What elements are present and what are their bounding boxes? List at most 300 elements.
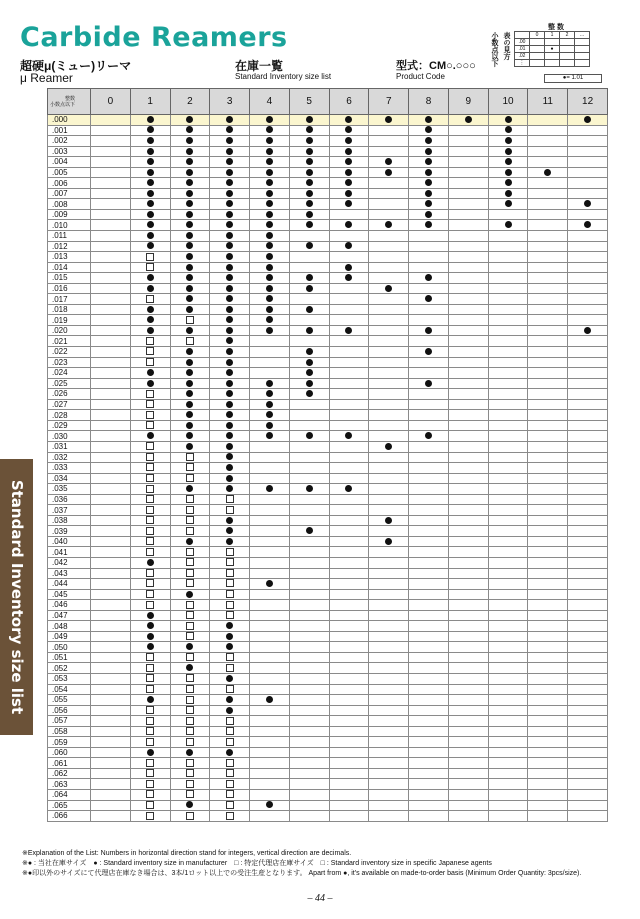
table-cell xyxy=(170,505,210,516)
table-cell xyxy=(170,399,210,410)
stock-agent-mark xyxy=(146,263,154,271)
table-cell xyxy=(409,325,449,336)
table-cell xyxy=(91,705,131,716)
table-cell xyxy=(210,368,250,379)
table-cell xyxy=(91,441,131,452)
stock-manufacturer-mark xyxy=(186,401,193,408)
table-cell xyxy=(488,252,528,263)
table-cell xyxy=(568,515,608,526)
table-cell xyxy=(528,452,568,463)
stock-manufacturer-mark xyxy=(147,126,154,133)
table-cell xyxy=(210,294,250,305)
stock-manufacturer-mark xyxy=(186,359,193,366)
stock-agent-mark xyxy=(146,601,154,609)
table-cell xyxy=(488,431,528,442)
table-cell xyxy=(568,663,608,674)
table-cell xyxy=(568,600,608,611)
table-row xyxy=(48,695,608,706)
table-cell xyxy=(409,768,449,779)
table-cell xyxy=(528,167,568,178)
row-label: .050 xyxy=(48,642,91,653)
table-cell xyxy=(409,473,449,484)
table-cell xyxy=(170,768,210,779)
table-cell xyxy=(289,188,329,199)
table-cell xyxy=(170,431,210,442)
table-cell xyxy=(91,758,131,769)
stock-manufacturer-mark xyxy=(226,179,233,186)
table-row xyxy=(48,220,608,231)
stock-manufacturer-mark xyxy=(425,211,432,218)
stock-manufacturer-mark xyxy=(186,169,193,176)
table-cell xyxy=(488,600,528,611)
row-label: .014 xyxy=(48,262,91,273)
table-cell xyxy=(448,463,488,474)
table-cell xyxy=(289,695,329,706)
table-cell xyxy=(210,768,250,779)
table-row xyxy=(48,241,608,252)
table-row xyxy=(48,146,608,157)
stock-manufacturer-mark xyxy=(186,591,193,598)
table-cell xyxy=(210,157,250,168)
table-cell xyxy=(329,283,369,294)
table-cell xyxy=(170,610,210,621)
stock-manufacturer-mark xyxy=(186,179,193,186)
table-cell xyxy=(448,568,488,579)
stock-manufacturer-mark xyxy=(345,327,352,334)
stock-agent-mark xyxy=(186,337,194,345)
table-cell xyxy=(448,420,488,431)
table-cell xyxy=(130,241,170,252)
table-cell xyxy=(91,610,131,621)
table-cell xyxy=(448,768,488,779)
col-header: 10 xyxy=(488,89,528,115)
stock-manufacturer-mark xyxy=(345,158,352,165)
table-cell xyxy=(91,768,131,779)
table-cell xyxy=(170,673,210,684)
table-cell xyxy=(250,315,290,326)
row-label: .064 xyxy=(48,790,91,801)
stock-manufacturer-mark xyxy=(425,295,432,302)
table-cell xyxy=(528,178,568,189)
table-cell xyxy=(91,325,131,336)
stock-manufacturer-mark xyxy=(226,453,233,460)
table-cell xyxy=(369,410,409,421)
col-header: 0 xyxy=(91,89,131,115)
table-cell xyxy=(369,610,409,621)
table-row xyxy=(48,199,608,210)
table-cell xyxy=(289,115,329,126)
table-cell xyxy=(568,747,608,758)
table-cell xyxy=(210,547,250,558)
stock-manufacturer-mark xyxy=(505,158,512,165)
table-cell xyxy=(289,241,329,252)
table-cell xyxy=(448,357,488,368)
table-cell xyxy=(91,146,131,157)
table-cell xyxy=(409,452,449,463)
stock-manufacturer-mark xyxy=(425,200,432,207)
table-cell xyxy=(170,631,210,642)
stock-manufacturer-mark xyxy=(306,190,313,197)
stock-manufacturer-mark xyxy=(226,622,233,629)
table-cell xyxy=(369,220,409,231)
table-cell xyxy=(528,252,568,263)
table-cell xyxy=(488,209,528,220)
table-cell xyxy=(488,515,528,526)
table-cell xyxy=(409,178,449,189)
table-cell xyxy=(289,758,329,769)
table-cell xyxy=(488,125,528,136)
table-cell xyxy=(91,790,131,801)
table-cell xyxy=(488,610,528,621)
row-label: .047 xyxy=(48,610,91,621)
stock-agent-mark xyxy=(146,400,154,408)
table-row xyxy=(48,768,608,779)
table-cell xyxy=(130,600,170,611)
table-cell xyxy=(329,188,369,199)
product-code-en: Product Code xyxy=(396,72,445,81)
table-cell xyxy=(210,642,250,653)
stock-manufacturer-mark xyxy=(306,242,313,249)
table-cell xyxy=(289,557,329,568)
table-cell xyxy=(488,220,528,231)
table-cell xyxy=(568,273,608,284)
table-cell xyxy=(568,420,608,431)
table-cell xyxy=(130,726,170,737)
row-label: .039 xyxy=(48,526,91,537)
table-cell xyxy=(369,631,409,642)
table-cell xyxy=(170,115,210,126)
table-cell xyxy=(170,684,210,695)
legend-row: .00 xyxy=(515,39,530,46)
table-cell xyxy=(369,420,409,431)
table-cell xyxy=(568,557,608,568)
stock-manufacturer-mark xyxy=(147,148,154,155)
legend-example: ●= 1.01 xyxy=(544,74,602,83)
table-cell xyxy=(289,262,329,273)
table-row xyxy=(48,494,608,505)
table-cell xyxy=(448,347,488,358)
table-row xyxy=(48,579,608,590)
stock-manufacturer-mark xyxy=(226,116,233,123)
stock-manufacturer-mark xyxy=(226,169,233,176)
stock-manufacturer-mark xyxy=(345,190,352,197)
table-cell xyxy=(250,167,290,178)
table-cell xyxy=(448,199,488,210)
stock-manufacturer-mark xyxy=(226,696,233,703)
table-cell xyxy=(488,473,528,484)
table-cell xyxy=(250,199,290,210)
table-row xyxy=(48,652,608,663)
stock-manufacturer-mark xyxy=(266,242,273,249)
table-cell xyxy=(448,283,488,294)
table-cell xyxy=(528,389,568,400)
stock-agent-mark xyxy=(186,759,194,767)
table-cell xyxy=(369,547,409,558)
stock-manufacturer-mark xyxy=(186,158,193,165)
row-label: .003 xyxy=(48,146,91,157)
table-cell xyxy=(91,452,131,463)
table-cell xyxy=(568,336,608,347)
table-cell xyxy=(289,157,329,168)
row-label: .029 xyxy=(48,420,91,431)
table-cell xyxy=(488,779,528,790)
stock-manufacturer-mark xyxy=(306,306,313,313)
table-cell xyxy=(210,758,250,769)
table-cell xyxy=(448,325,488,336)
table-cell xyxy=(488,557,528,568)
table-cell xyxy=(488,178,528,189)
table-cell xyxy=(448,536,488,547)
stock-agent-mark xyxy=(146,738,154,746)
stock-manufacturer-mark xyxy=(345,432,352,439)
table-cell xyxy=(250,768,290,779)
stock-manufacturer-mark xyxy=(584,327,591,334)
table-cell xyxy=(250,304,290,315)
table-cell xyxy=(250,209,290,220)
table-cell xyxy=(210,188,250,199)
stock-manufacturer-mark xyxy=(266,306,273,313)
table-cell xyxy=(568,642,608,653)
row-label: .037 xyxy=(48,505,91,516)
table-cell xyxy=(369,747,409,758)
table-cell xyxy=(91,568,131,579)
table-cell xyxy=(250,231,290,242)
table-cell xyxy=(289,673,329,684)
stock-agent-mark xyxy=(226,601,234,609)
table-cell xyxy=(528,768,568,779)
row-label: .023 xyxy=(48,357,91,368)
stock-manufacturer-mark xyxy=(266,485,273,492)
table-cell xyxy=(210,347,250,358)
stock-manufacturer-mark xyxy=(186,801,193,808)
table-cell xyxy=(250,452,290,463)
table-cell xyxy=(369,273,409,284)
table-cell xyxy=(250,368,290,379)
table-cell xyxy=(369,252,409,263)
table-cell xyxy=(528,115,568,126)
table-cell xyxy=(488,568,528,579)
table-cell xyxy=(250,737,290,748)
stock-manufacturer-mark xyxy=(226,707,233,714)
table-cell xyxy=(130,441,170,452)
table-cell xyxy=(210,705,250,716)
stock-manufacturer-mark xyxy=(505,190,512,197)
table-cell xyxy=(568,378,608,389)
table-cell xyxy=(289,790,329,801)
table-cell xyxy=(130,167,170,178)
stock-manufacturer-mark xyxy=(226,401,233,408)
table-cell xyxy=(210,484,250,495)
col-header: 11 xyxy=(528,89,568,115)
stock-manufacturer-mark xyxy=(147,749,154,756)
table-cell xyxy=(130,188,170,199)
stock-manufacturer-mark xyxy=(306,527,313,534)
table-cell xyxy=(210,589,250,600)
table-cell xyxy=(170,188,210,199)
table-row xyxy=(48,463,608,474)
row-label: .004 xyxy=(48,157,91,168)
table-cell xyxy=(568,220,608,231)
table-cell xyxy=(329,178,369,189)
table-cell xyxy=(409,125,449,136)
table-row xyxy=(48,262,608,273)
table-cell xyxy=(91,473,131,484)
table-cell xyxy=(568,125,608,136)
table-cell xyxy=(91,536,131,547)
row-label: .012 xyxy=(48,241,91,252)
stock-manufacturer-mark xyxy=(186,253,193,260)
table-cell xyxy=(568,146,608,157)
table-cell xyxy=(448,452,488,463)
stock-agent-mark xyxy=(186,463,194,471)
stock-agent-mark xyxy=(146,390,154,398)
stock-manufacturer-mark xyxy=(147,179,154,186)
table-cell xyxy=(170,579,210,590)
table-cell xyxy=(369,526,409,537)
table-cell xyxy=(409,779,449,790)
table-cell xyxy=(130,811,170,822)
table-cell xyxy=(369,325,409,336)
table-cell xyxy=(289,494,329,505)
stock-agent-mark xyxy=(186,706,194,714)
stock-manufacturer-mark xyxy=(147,190,154,197)
stock-manufacturer-mark xyxy=(345,169,352,176)
table-cell xyxy=(488,705,528,716)
table-cell xyxy=(448,484,488,495)
table-cell xyxy=(329,526,369,537)
table-cell xyxy=(289,716,329,727)
table-cell xyxy=(568,157,608,168)
table-cell xyxy=(568,589,608,600)
table-cell xyxy=(130,568,170,579)
table-cell xyxy=(448,631,488,642)
table-cell xyxy=(130,125,170,136)
row-label: .038 xyxy=(48,515,91,526)
table-cell xyxy=(528,557,568,568)
table-cell xyxy=(369,167,409,178)
row-label: .008 xyxy=(48,199,91,210)
table-row xyxy=(48,600,608,611)
stock-manufacturer-mark xyxy=(505,148,512,155)
table-cell xyxy=(289,209,329,220)
stock-manufacturer-mark xyxy=(147,643,154,650)
stock-agent-mark xyxy=(146,664,154,672)
stock-manufacturer-mark xyxy=(226,348,233,355)
table-cell xyxy=(210,231,250,242)
table-cell xyxy=(369,378,409,389)
row-label: .033 xyxy=(48,463,91,474)
table-cell xyxy=(289,579,329,590)
table-cell xyxy=(91,420,131,431)
table-cell xyxy=(409,557,449,568)
row-label: .006 xyxy=(48,178,91,189)
table-cell xyxy=(369,536,409,547)
table-cell xyxy=(289,536,329,547)
table-row xyxy=(48,378,608,389)
stock-agent-mark xyxy=(186,601,194,609)
table-cell xyxy=(130,410,170,421)
stock-agent-mark xyxy=(186,790,194,798)
table-cell xyxy=(91,399,131,410)
stock-manufacturer-mark xyxy=(465,116,472,123)
table-cell xyxy=(130,800,170,811)
stock-agent-mark xyxy=(146,411,154,419)
table-cell xyxy=(409,726,449,737)
stock-agent-mark xyxy=(226,738,234,746)
stock-manufacturer-mark xyxy=(266,148,273,155)
table-cell xyxy=(448,115,488,126)
stock-manufacturer-mark xyxy=(266,200,273,207)
table-cell xyxy=(528,811,568,822)
table-cell xyxy=(448,600,488,611)
legend-marked-cell: ● xyxy=(545,46,560,53)
table-cell xyxy=(448,758,488,769)
stock-manufacturer-mark xyxy=(425,116,432,123)
row-label: .013 xyxy=(48,252,91,263)
table-cell xyxy=(210,262,250,273)
stock-agent-mark xyxy=(226,590,234,598)
table-cell xyxy=(409,368,449,379)
row-label: .028 xyxy=(48,410,91,421)
stock-manufacturer-mark xyxy=(266,179,273,186)
table-cell xyxy=(250,695,290,706)
table-cell xyxy=(528,737,568,748)
table-cell xyxy=(289,199,329,210)
table-cell xyxy=(409,410,449,421)
col-header: 9 xyxy=(448,89,488,115)
row-label: .027 xyxy=(48,399,91,410)
product-code-jp: 型式：CM○.○○○ xyxy=(396,60,476,72)
table-cell xyxy=(289,515,329,526)
table-cell xyxy=(329,389,369,400)
table-cell xyxy=(448,136,488,147)
stock-manufacturer-mark xyxy=(226,200,233,207)
table-cell xyxy=(448,790,488,801)
stock-agent-mark xyxy=(146,295,154,303)
table-cell xyxy=(369,737,409,748)
stock-agent-mark xyxy=(226,790,234,798)
table-row xyxy=(48,673,608,684)
table-cell xyxy=(250,252,290,263)
table-cell xyxy=(568,441,608,452)
table-cell xyxy=(170,758,210,769)
table-cell xyxy=(210,790,250,801)
stock-manufacturer-mark xyxy=(226,517,233,524)
table-cell xyxy=(170,336,210,347)
table-cell xyxy=(568,209,608,220)
stock-agent-mark xyxy=(146,442,154,450)
table-cell xyxy=(91,283,131,294)
table-cell xyxy=(250,568,290,579)
table-cell xyxy=(488,684,528,695)
row-label: .017 xyxy=(48,294,91,305)
stock-manufacturer-mark xyxy=(226,274,233,281)
table-row xyxy=(48,252,608,263)
table-cell xyxy=(488,273,528,284)
table-cell xyxy=(488,115,528,126)
table-cell xyxy=(130,747,170,758)
table-cell xyxy=(409,209,449,220)
table-row xyxy=(48,705,608,716)
table-cell xyxy=(488,146,528,157)
table-cell xyxy=(210,357,250,368)
stock-manufacturer-mark xyxy=(385,285,392,292)
table-cell xyxy=(329,115,369,126)
table-cell xyxy=(369,800,409,811)
table-cell xyxy=(91,747,131,758)
stock-manufacturer-mark xyxy=(147,369,154,376)
table-cell xyxy=(409,441,449,452)
